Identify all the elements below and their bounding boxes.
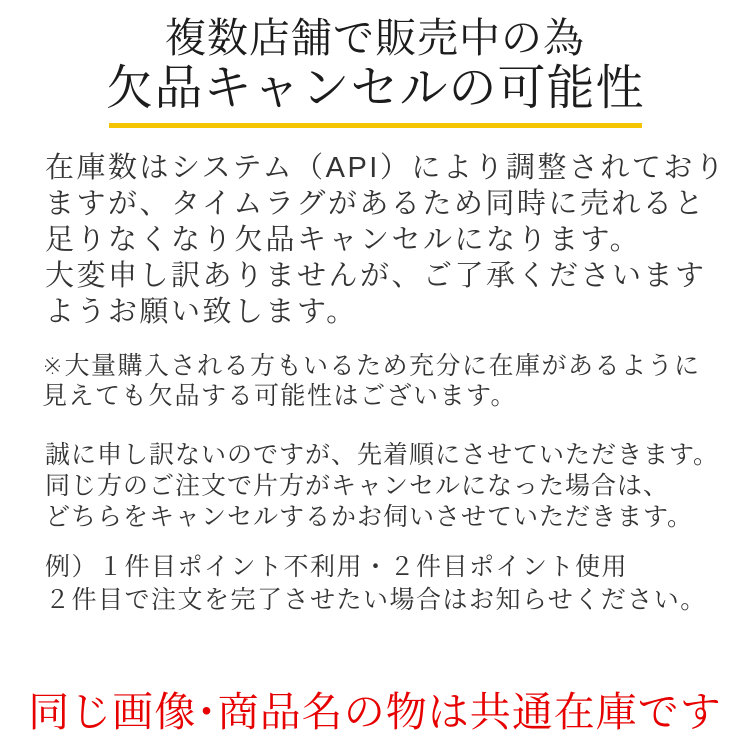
text-line: 足りなくなり欠品キャンセルになります。 xyxy=(45,224,642,256)
text-line: 在庫数はシステム（API）により調整されており xyxy=(45,152,727,184)
paragraph-bulk-purchase-note xyxy=(42,351,700,411)
header-line-2: 欠品キャンセルの可能性 xyxy=(105,62,645,115)
text-line: ２件目で注文を完了させたい場合はお知らせください。 xyxy=(45,586,707,614)
text-line: 誠に申し訳ないのですが、先着順にさせていただきます。 xyxy=(45,441,720,469)
header-line-1: 複数店舗で販売中の為 xyxy=(165,15,585,61)
yellow-underline xyxy=(109,123,642,128)
text-line: 例）１件目ポイント不利用・２件目ポイント使用 xyxy=(45,553,629,581)
text-line: ※大量購入される方もいるため充分に在庫があるように xyxy=(42,352,701,380)
text-line: どちらをキャンセルするかお伺いさせていただきます。 xyxy=(45,503,694,531)
text-line: ますが、タイムラグがあるため同時に売れると xyxy=(45,188,706,220)
notice-header xyxy=(0,14,750,128)
paragraph-example-orders xyxy=(45,551,707,617)
paragraph-stock-system xyxy=(45,150,726,330)
paragraph-first-come-first-served xyxy=(45,440,719,533)
text-line: ようお願い致します。 xyxy=(45,296,358,328)
footer-common-stock-note: 同じ画像･商品名の物は共通在庫です xyxy=(28,689,722,735)
text-line: 見えても欠品する可能性はございます。 xyxy=(42,382,518,410)
text-line: 大変申し訳ありませんが、ご了承くださいます xyxy=(45,260,707,292)
text-line: 同じ方のご注文で片方がキャンセルになった場合は、 xyxy=(45,472,670,500)
